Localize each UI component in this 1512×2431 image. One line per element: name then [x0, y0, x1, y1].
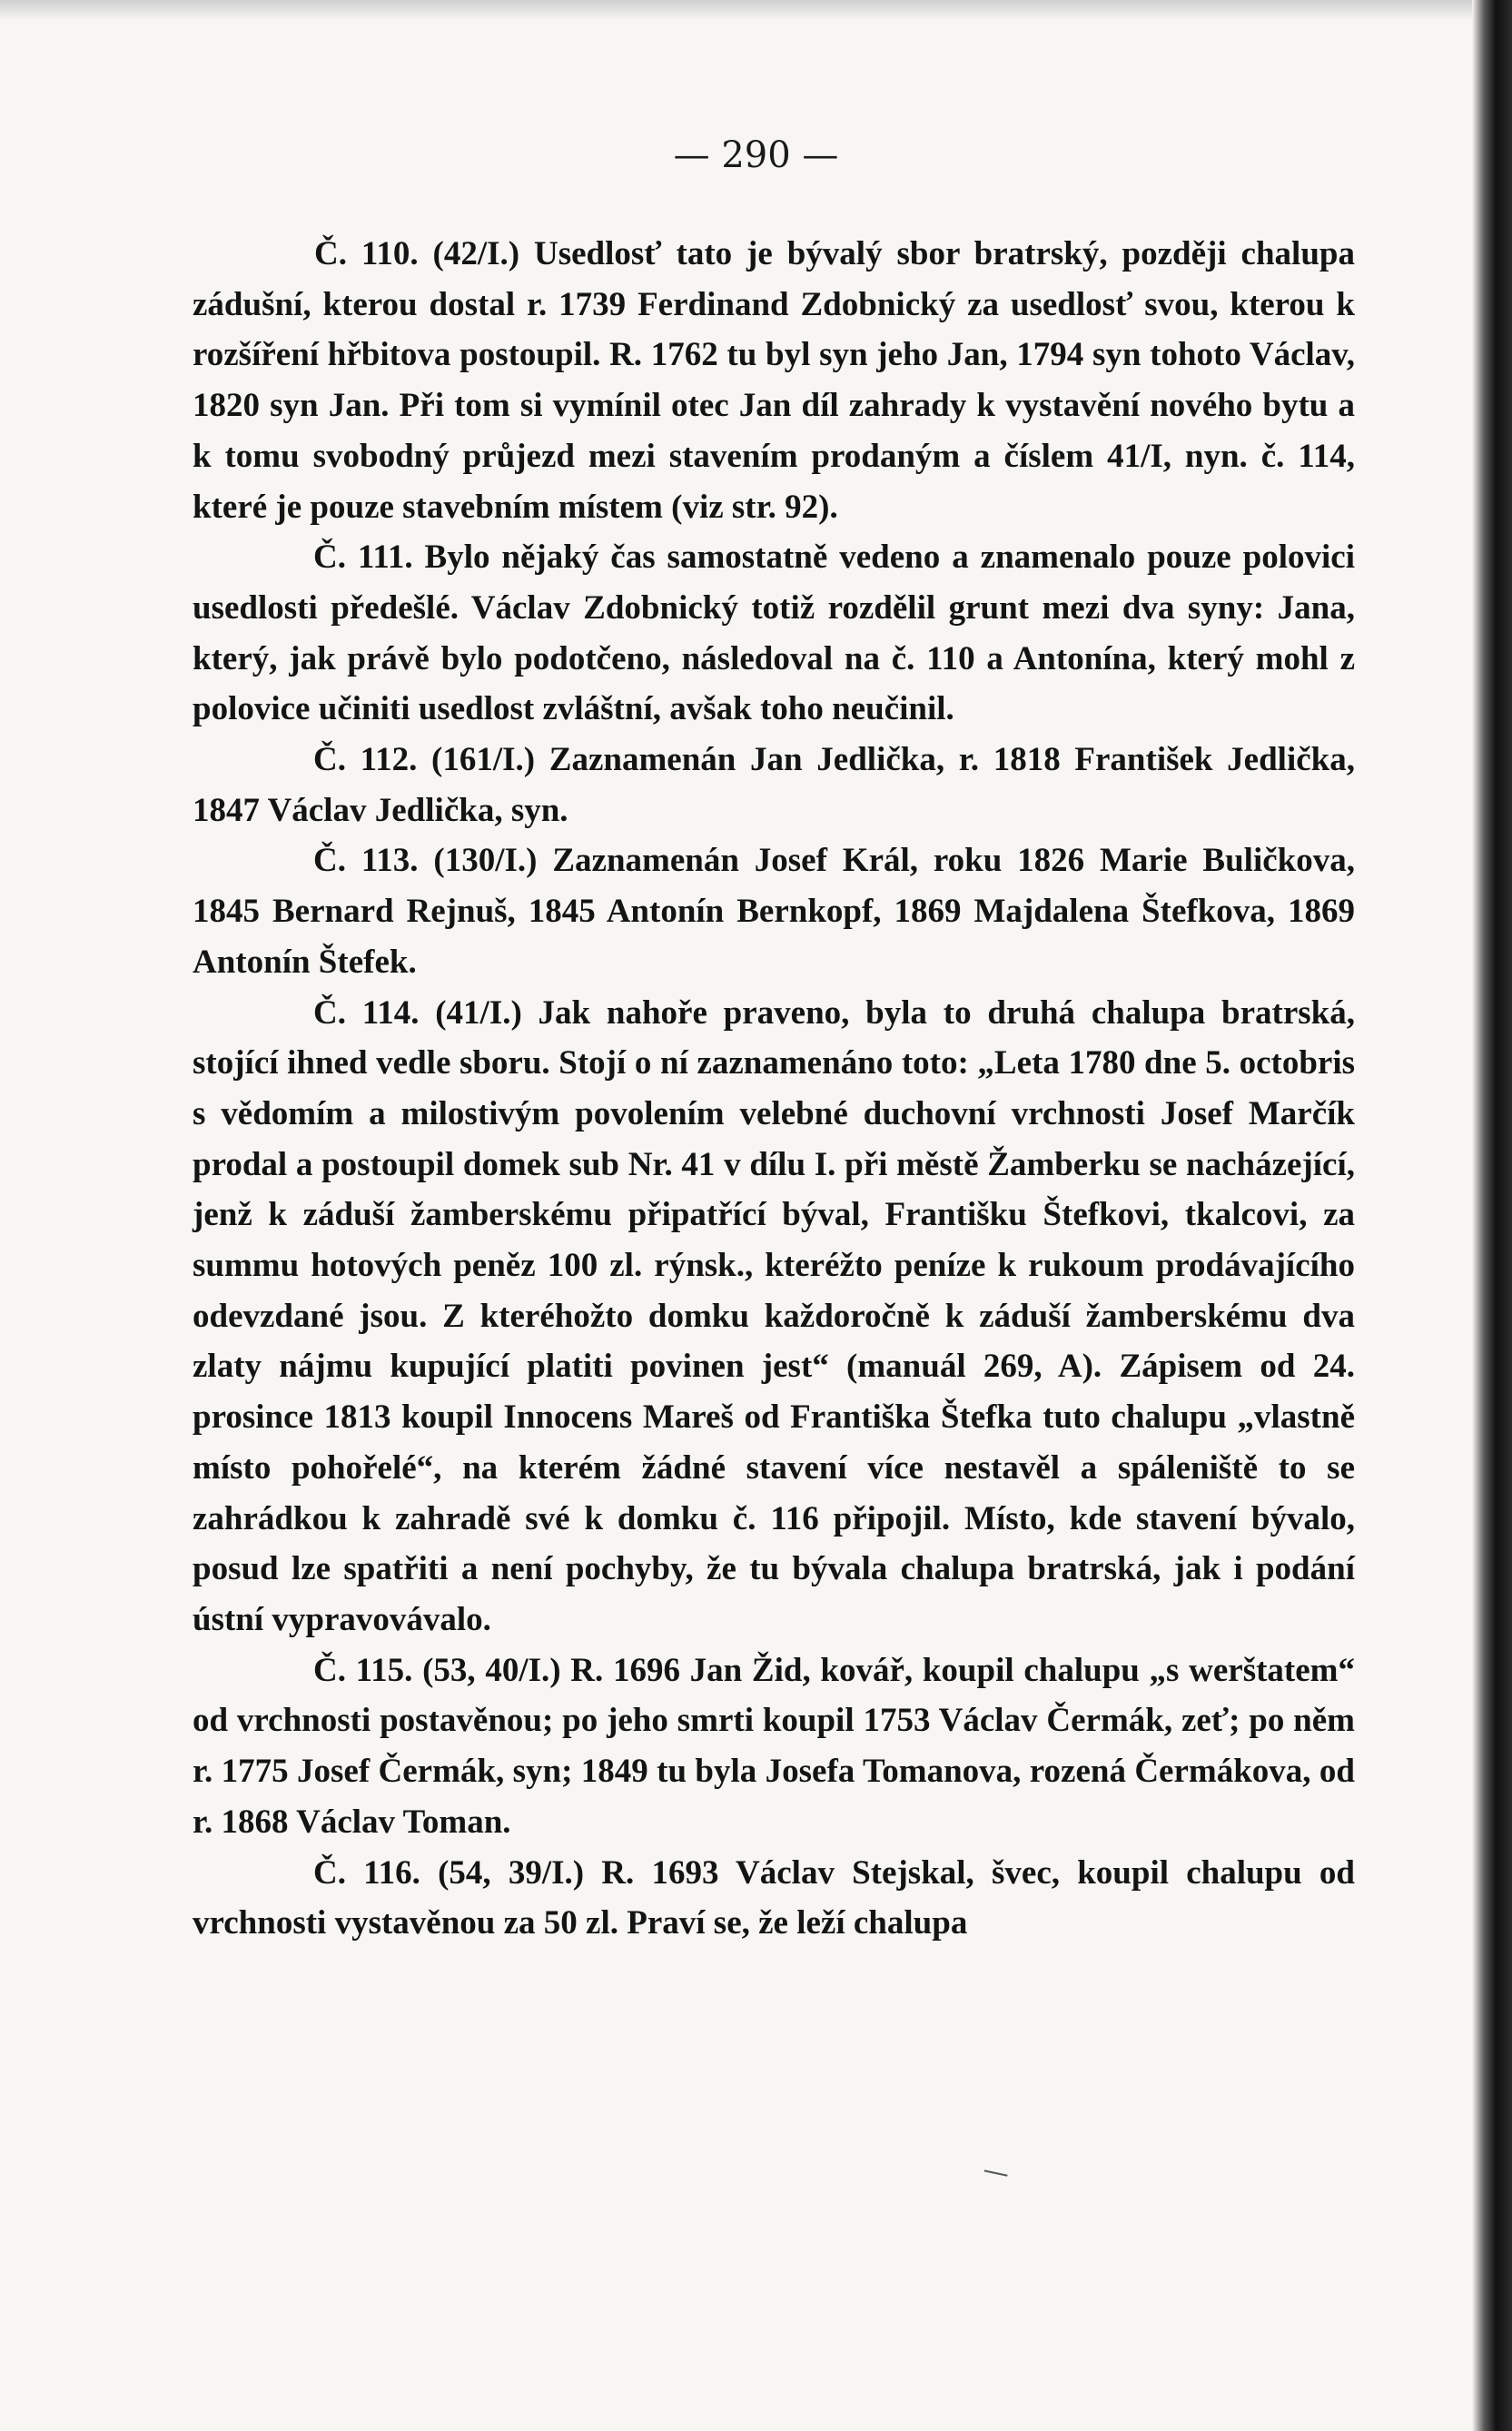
paragraph-116: Č. 116. (54, 39/I.) R. 1693 Václav Stejskal, švec, koupil chalupu od vrchnosti vystavěnou za 50 zl. Praví se, že leží chalupa [193, 1853, 1355, 1942]
page-right-edge [1472, 0, 1512, 2431]
paragraph-111: Č. 111. Bylo nějaký čas samostatně vedeno a znamenalo pouze polovici usedlosti předešlé. Václav Zdobnický totiž rozdělil grunt mezi dva syny: Jana, který, jak právě bylo podotčeno, následoval na č. 110 a Antonína, který mohl z polovice učiniti usedlost zvláštní, avšak toho neučinil. [193, 539, 1355, 728]
paragraph-114: Č. 114. (41/I.) Jak nahoře praveno, byla to druhá chalupa bratrská, stojící ihned vedle sboru. Stojí o ní zaznamenáno toto: „Leta 1780 dne 5. octobris s vědomím a milostivým povolením velebné duchovní vrchnosti Josef Marčík prodal a postoupil domek sub Nr. 41 v dílu I. při městě Žamberku se nacházející, jenž k záduší žamberskému připatřící býval, Františku Štefkovi, tkalcovi, za summu hotových peněz 100 zl. rýnsk., kteréžto peníze k rukoum prodávajícího odevzdané jsou. Z kteréhožto domku každoročně k záduší žamberskému dva zlaty nájmu kupující platiti povinen jest“ (manuál 269, A). Zápisem od 24. prosince 1813 koupil Innocens Mareš od Františka Štefka tuto chalupu „vlastně místo pohořelé“, na kterém žádné stavení více nestavěl a spáleniště to se zahrádkou k zahradě své k domku č. 116 připojil. Místo, kde stavení bývalo, posud lze spatřiti a není pochyby, že tu bývala chalupa bratrská, jak i podání ústní vypravovávalo. [193, 993, 1355, 1638]
page-number: — 290 — [673, 134, 839, 176]
paragraph-115: Č. 115. (53, 40/I.) R. 1696 Jan Žid, kovář, koupil chalupu „s werštatem“ od vrchnosti postavěnou; po jeho smrti koupil 1753 Václav Čermák, zeť; po něm r. 1775 Josef Čermák, syn; 1849 tu byla Josefa Tomanova, rozená Čermákova, od r. 1868 Václav Toman. [193, 1651, 1355, 1841]
body-text [193, 229, 1355, 1949]
paragraph-112: Č. 112. (161/I.) Zaznamenán Jan Jedlička, r. 1818 František Jedlička, 1847 Václav Jedlička, syn. [193, 741, 1355, 829]
paragraph-113: Č. 113. (130/I.) Zaznamenán Josef Král, roku 1826 Marie Buličkova, 1845 Bernard Rejnuš, 1845 Antonín Bernkopf, 1869 Majdalena Štefkova, 1869 Antonín Štefek. [193, 842, 1355, 981]
catchword-mark [983, 2169, 1007, 2181]
page-top-shadow [0, 0, 1512, 20]
paragraph-110: Č. 110. (42/I.) Usedlosť tato je bývalý sbor bratrský, později chalupa zádušní, kterou dostal r. 1739 Ferdinand Zdobnický za usedlosť svou, kterou k rozšíření hřbitova postoupil. R. 1762 tu byl syn jeho Jan, 1794 syn tohoto Václav, 1820 syn Jan. Při tom si vymínil otec Jan díl zahrady k vystavění nového bytu a k tomu svobodný průjezd mezi stavením prodaným a číslem 41/I, nyn. č. 114, které je pouze stavebním místem (viz str. 92). [193, 235, 1355, 526]
